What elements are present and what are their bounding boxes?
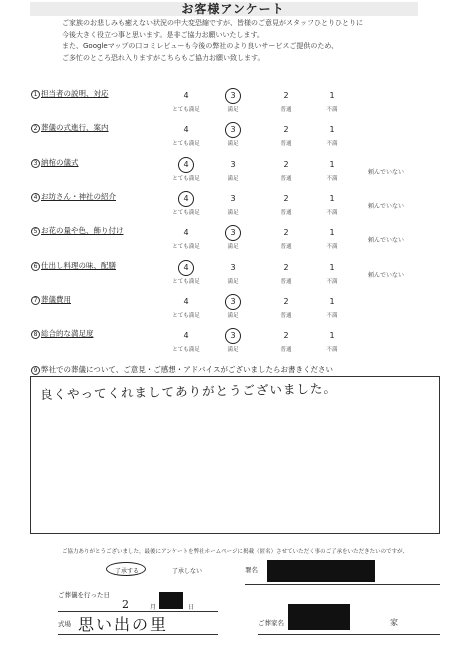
rating-value: 1 bbox=[329, 262, 335, 272]
not-applicable-option[interactable]: 頼んでいない bbox=[368, 202, 405, 210]
question-text: お坊さん・神社の紹介 bbox=[41, 191, 116, 201]
rating-value: 1 bbox=[329, 296, 335, 306]
rating-option[interactable] bbox=[302, 90, 362, 113]
question-text: 仕出し料理の味、配膳 bbox=[41, 260, 116, 270]
rating-option[interactable] bbox=[203, 227, 263, 250]
rating-label: 満足 bbox=[227, 107, 239, 113]
rating-value: 1 bbox=[329, 125, 335, 135]
question-number: 3 bbox=[31, 159, 40, 168]
not-applicable-option[interactable]: 頼んでいない bbox=[368, 271, 405, 279]
question-text: お花の量や色、飾り付け bbox=[41, 226, 124, 236]
question-label bbox=[31, 191, 116, 202]
rating-value: 2 bbox=[283, 125, 289, 135]
rating-label: 普通 bbox=[280, 312, 292, 319]
rating-option[interactable] bbox=[302, 227, 362, 250]
intro-line: また、Googleマップの口コミレビューも今後の弊社のより良いサービスご提供のため、 bbox=[62, 42, 339, 50]
rating-label: とても満足 bbox=[172, 278, 200, 285]
question-text: 納棺の儀式 bbox=[41, 157, 79, 167]
rating-value: 1 bbox=[329, 91, 335, 100]
rating-value: 1 bbox=[329, 228, 335, 238]
rating-label: 満足 bbox=[227, 175, 239, 182]
question-label bbox=[31, 157, 79, 168]
question-number: 9 bbox=[31, 366, 40, 375]
comment-question-text: 弊社での葬儀について、ご意見・ご感想・アドバイスがございましたらお書きください bbox=[41, 365, 333, 374]
rating-option[interactable] bbox=[203, 90, 263, 113]
question-row bbox=[0, 191, 466, 225]
month-unit: 月 bbox=[150, 604, 157, 611]
rating-label: 満足 bbox=[227, 141, 239, 148]
rating-label: 普通 bbox=[280, 141, 292, 148]
question-number: 4 bbox=[31, 193, 40, 202]
question-number: 8 bbox=[31, 330, 40, 339]
question-label bbox=[31, 225, 124, 236]
rating-label: 不満 bbox=[326, 209, 338, 216]
rating-option[interactable] bbox=[203, 159, 263, 182]
signature-redaction bbox=[267, 560, 375, 582]
selected-rating-circle bbox=[225, 294, 241, 310]
day-unit: 日 bbox=[188, 604, 195, 611]
rating-value: 1 bbox=[329, 331, 335, 341]
rating-value: 3 bbox=[230, 296, 236, 306]
rating-option[interactable] bbox=[203, 193, 263, 216]
question-label bbox=[31, 88, 109, 99]
rating-value: 3 bbox=[230, 262, 236, 272]
rating-label: 普通 bbox=[280, 209, 292, 216]
rating-label: とても満足 bbox=[172, 175, 200, 182]
family-suffix: 家 bbox=[390, 618, 398, 627]
rating-label: 不満 bbox=[326, 278, 338, 285]
question-row bbox=[0, 122, 466, 156]
rating-label: 満足 bbox=[227, 347, 239, 354]
question-row bbox=[0, 294, 466, 328]
question-label bbox=[31, 260, 116, 271]
question-number: 6 bbox=[31, 262, 40, 271]
rating-label: 普通 bbox=[280, 278, 292, 285]
rating-value: 3 bbox=[230, 91, 236, 100]
rating-value: 1 bbox=[329, 193, 335, 203]
rating-label: とても満足 bbox=[172, 347, 200, 354]
rating-label: 満足 bbox=[227, 278, 239, 285]
rating-option[interactable] bbox=[302, 124, 362, 147]
rating-option[interactable] bbox=[302, 330, 362, 353]
rating-value: 1 bbox=[329, 159, 335, 169]
rating-option[interactable] bbox=[203, 262, 263, 285]
handwritten-comment: 良くやってくれましてありがとうございました。 bbox=[39, 380, 338, 402]
signature-label: 署名 bbox=[245, 566, 258, 574]
rating-value: 2 bbox=[283, 193, 289, 203]
family-name-label: ご葬家名 bbox=[258, 619, 284, 627]
day-redaction bbox=[159, 592, 183, 609]
rating-value: 3 bbox=[230, 125, 236, 135]
rating-label: 不満 bbox=[326, 175, 338, 182]
intro-text bbox=[62, 18, 363, 64]
consent-text: ご協力ありがとうございました。最後にアンケートを弊社ホームページに掲載（匿名）させていただく事のご了承をいただきたいのですが、 bbox=[62, 549, 409, 555]
rating-value: 2 bbox=[283, 159, 289, 169]
selected-rating-circle bbox=[178, 157, 194, 173]
family-line bbox=[258, 634, 440, 635]
selected-rating-circle bbox=[178, 260, 194, 276]
selected-rating-circle bbox=[225, 328, 241, 344]
rating-value: 4 bbox=[183, 91, 189, 100]
rating-label: 不満 bbox=[326, 244, 338, 251]
page-title: お客様アンケート bbox=[181, 2, 285, 16]
rating-value: 2 bbox=[283, 262, 289, 272]
rating-label: 満足 bbox=[227, 209, 239, 216]
rating-option[interactable] bbox=[302, 296, 362, 319]
rating-label: とても満足 bbox=[172, 141, 200, 148]
rating-option[interactable] bbox=[203, 330, 263, 353]
rating-label: 不満 bbox=[326, 347, 338, 354]
rating-label: とても満足 bbox=[172, 107, 200, 113]
funeral-month: 2 bbox=[122, 598, 129, 611]
rating-value: 4 bbox=[183, 159, 189, 169]
agree-option[interactable]: 了承する bbox=[115, 568, 140, 575]
question-text: 葬儀費用 bbox=[41, 294, 71, 304]
rating-value: 3 bbox=[230, 331, 236, 341]
rating-label: 不満 bbox=[326, 107, 338, 113]
rating-value: 4 bbox=[183, 193, 189, 203]
rating-value: 2 bbox=[283, 91, 289, 100]
rating-label: 満足 bbox=[227, 312, 239, 319]
family-name-redaction bbox=[288, 604, 350, 630]
rating-label: 普通 bbox=[280, 244, 292, 251]
question-number: 2 bbox=[31, 124, 40, 133]
question-row bbox=[0, 88, 466, 122]
question-text: 総合的な満足度 bbox=[41, 329, 94, 339]
rating-label: 普通 bbox=[280, 107, 292, 113]
disagree-option[interactable]: 了承しない bbox=[172, 568, 203, 575]
rating-value: 2 bbox=[283, 331, 289, 341]
rating-label: 不満 bbox=[326, 141, 338, 148]
not-applicable-option[interactable]: 頼んでいない bbox=[368, 168, 405, 176]
rating-value: 4 bbox=[183, 262, 189, 272]
question-number: 7 bbox=[31, 296, 40, 305]
question-row bbox=[0, 225, 466, 259]
rating-option[interactable] bbox=[203, 296, 263, 319]
venue-label: 式場 bbox=[58, 620, 71, 628]
question-row bbox=[0, 157, 466, 191]
rating-option[interactable] bbox=[302, 262, 362, 285]
venue-line bbox=[58, 634, 218, 635]
rating-value: 4 bbox=[183, 228, 189, 238]
rating-value: 3 bbox=[230, 159, 236, 169]
question-label bbox=[31, 122, 109, 133]
not-applicable-option[interactable]: 頼んでいない bbox=[368, 237, 405, 245]
intro-line: ご多忙のところ恐れ入りますがこちらもご協力お願い致します。 bbox=[62, 53, 265, 62]
rating-value: 4 bbox=[183, 125, 189, 135]
question-row bbox=[0, 260, 466, 294]
intro-line: ご家族のお悲しみも癒えない状況の中大変恐縮ですが、皆様のご意見がスタッフひとりひとりに bbox=[62, 19, 363, 27]
question-row bbox=[0, 328, 466, 362]
rating-value: 2 bbox=[283, 228, 289, 238]
question-label bbox=[31, 328, 94, 339]
rating-label: とても満足 bbox=[172, 209, 200, 216]
rating-label: とても満足 bbox=[172, 312, 200, 319]
rating-label: 普通 bbox=[280, 175, 292, 182]
rating-value: 3 bbox=[230, 228, 236, 238]
comment-question bbox=[31, 364, 333, 375]
question-text: 葬儀の式進行、案内 bbox=[41, 123, 109, 133]
rating-label: 満足 bbox=[227, 244, 239, 251]
funeral-date-label: ご葬儀を行った日 bbox=[58, 591, 110, 599]
selected-rating-circle bbox=[225, 88, 241, 104]
rating-option[interactable] bbox=[203, 124, 263, 147]
intro-line: 今後大きく役立つ事と思います。是非ご協力お願いいたします。 bbox=[62, 30, 264, 39]
selected-rating-circle bbox=[178, 191, 194, 207]
rating-value: 4 bbox=[183, 331, 189, 341]
question-number: 1 bbox=[31, 90, 40, 99]
rating-value: 4 bbox=[183, 296, 189, 306]
rating-option[interactable] bbox=[302, 193, 362, 216]
rating-label: とても満足 bbox=[172, 244, 200, 251]
rating-option[interactable] bbox=[302, 159, 362, 182]
venue-name: 思い出の里 bbox=[78, 615, 169, 634]
rating-value: 2 bbox=[283, 296, 289, 306]
rating-value: 3 bbox=[230, 193, 236, 203]
question-number: 5 bbox=[31, 227, 40, 236]
question-text: 担当者の説明、対応 bbox=[41, 89, 109, 98]
question-label bbox=[31, 294, 71, 305]
rating-label: 普通 bbox=[280, 347, 292, 354]
signature-line bbox=[245, 584, 440, 585]
rating-label: 不満 bbox=[326, 312, 338, 319]
